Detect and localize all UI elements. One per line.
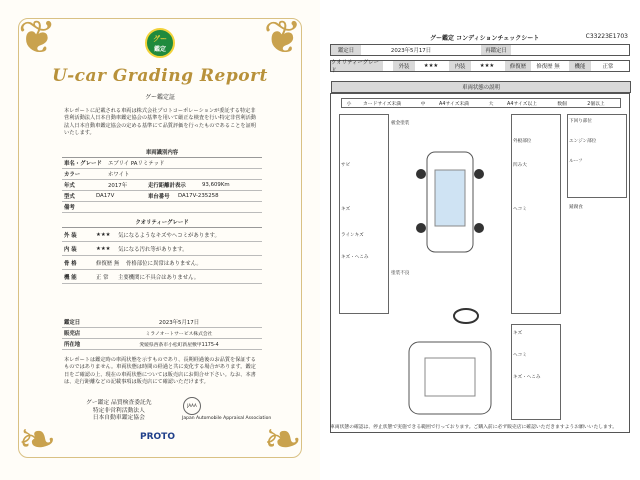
item-label: 内装	[449, 61, 471, 71]
grade-label: 外 装	[64, 232, 77, 239]
certificate-script-title: U-car Grading Report	[52, 66, 268, 86]
org-line: 特定非営利活動法人	[92, 407, 145, 414]
org-line: グー鑑定 品質検査委託先	[86, 400, 152, 406]
item-label: 外装	[393, 61, 415, 71]
steering-wheel-icon	[451, 306, 481, 326]
row-color	[62, 169, 262, 180]
row-remarks	[62, 202, 262, 213]
grade-rating: ★★★	[96, 245, 111, 252]
diagram-label: 板金塗装	[391, 121, 410, 126]
certificate-intro-text: 本レポートに記載される車両は株式会社プロトコーポレーションが委託する特定非営利活動法人日本自動車鑑定協会の基準を用いて厳正な検査を行い特定非営利活動法人日本自動車鑑定協会の定める基準にて品質評価を行ったものであることを証明いたします。	[64, 108, 256, 137]
grade-label: 内 装	[64, 246, 77, 253]
shop-value: ミラノオートサービス株式会社	[145, 331, 213, 337]
quality-row	[330, 60, 630, 72]
legend-desc: A4サイズ未満	[439, 101, 469, 107]
interior-panel-box	[511, 324, 561, 420]
jaaa-label: Japan Automobile Appraisal Association	[182, 416, 272, 421]
car-interior-view-icon	[395, 338, 505, 418]
name-label: 車名・グレード	[64, 161, 102, 167]
item-value: 正常	[602, 64, 614, 70]
appraisal-date-label: 鑑定日	[331, 45, 361, 55]
row-address	[62, 339, 262, 350]
diagram-label: キズ	[513, 331, 523, 336]
item-label: 修復歴	[505, 61, 531, 71]
color-label: カラー	[64, 172, 81, 178]
date-row	[330, 44, 630, 56]
year-value: 2017年	[108, 183, 128, 189]
row-date	[62, 317, 262, 328]
legend-desc: A4サイズ以上	[507, 101, 537, 107]
size-legend	[341, 98, 621, 108]
legend-size: 小	[346, 101, 352, 107]
goo-appraisal-badge-icon	[145, 28, 175, 58]
diagram-label: 錆腐食	[569, 205, 583, 210]
diagram-label: 凹み大	[513, 163, 527, 168]
diagram-label: 外板部位	[513, 139, 532, 144]
certificate-subtitle: グー鑑定証	[144, 94, 175, 101]
year-label: 年式	[64, 183, 75, 189]
org-line: 日本自動車鑑定協会	[92, 415, 145, 422]
diagram-label: キズ・へこみ	[341, 255, 369, 260]
item-value: 修復歴 無	[536, 64, 560, 70]
grade-row	[62, 228, 262, 242]
sheet-title: グー鑑定 コンディションチェックシート	[430, 35, 540, 42]
color-value: ホワイト	[108, 172, 130, 178]
grade-rating: 修復歴 無	[96, 260, 120, 267]
item-value: ★★★	[423, 63, 439, 69]
date-label: 鑑定日	[64, 320, 81, 326]
diagram-label: エンジン部位	[569, 139, 597, 144]
name-value: エブリイ PAリミテッド	[108, 161, 165, 167]
grade-label: 骨 格	[64, 260, 77, 267]
diagram-label: ルーフ	[569, 159, 583, 164]
row-year	[62, 180, 262, 191]
ornament-bottom-left-icon: ❧	[18, 412, 57, 466]
legend-panel-box	[567, 114, 627, 198]
chassis-label: 車台番号	[148, 194, 170, 200]
grade-row	[62, 242, 262, 256]
diagram-label: ヘコミ	[513, 207, 527, 212]
row-shop	[62, 328, 262, 339]
certificate-note: 本レポートは鑑定時の車両状態を示すものであり、長期経過後のお品質を保証するものではありません。車両状態は時間の経過と共に変化する場合があります。鑑定日をご確認の上、現在の車両状態については販売店にお問合せ下さい。なお、本書は、走行距離などの記載事項は販売店にて確認いただけます。	[64, 357, 256, 386]
car-top-view-icon	[395, 144, 505, 264]
quality-grade-title: クオリティーグレード	[62, 217, 262, 228]
model-label: 型式	[64, 194, 75, 200]
jaaa-logo-icon: JAAA	[183, 397, 201, 415]
sheet-code: C33223E1703	[585, 33, 628, 40]
badge-top-text: グー	[153, 34, 167, 43]
diagram-label: 塗装不良	[391, 271, 410, 276]
legend-size: 大	[488, 101, 494, 107]
section-title: 車両識別内容	[62, 147, 262, 158]
legend-desc: カードサイズ未満	[363, 101, 401, 107]
ornament-top-right-icon: ❦	[263, 10, 302, 64]
legend-size: 中	[420, 101, 426, 107]
appraisal-date-value: 2023年5月17日	[390, 48, 432, 54]
legend-size: 数個	[557, 101, 567, 107]
legend-desc: 2個以上	[587, 101, 605, 107]
address-value: 愛媛県西条市小松町新屋敷甲1175-4	[139, 342, 219, 348]
sheet-footer: 車両状態の確認は、停止状態で実施できる範囲で行っております。ご購入前に必ず販売店に確認いただきますようお願いいたします。	[330, 425, 618, 430]
grade-row	[62, 270, 262, 284]
organization-block	[86, 400, 152, 423]
row-model	[62, 191, 262, 202]
proto-logo: PROTO	[140, 432, 175, 442]
date-value: 2023年5月17日	[158, 320, 200, 326]
grade-desc: 気になるようなキズやヘコミがあります。	[118, 232, 220, 239]
diagram-label: サビ	[341, 163, 351, 168]
diagram-label: ラインキズ	[341, 233, 364, 238]
dealer-info-table	[62, 317, 262, 350]
condition-check-sheet	[320, 0, 640, 480]
address-label: 所在地	[64, 342, 81, 348]
grade-desc: 気になる汚れ等があります。	[118, 246, 188, 253]
vehicle-diagram-panel	[330, 85, 630, 433]
row-name	[62, 158, 262, 169]
grade-rating: 正 常	[96, 274, 109, 281]
grade-desc: 主要機関に不具合はありません。	[118, 274, 200, 281]
mileage-label: 走行距離計表示	[148, 183, 186, 189]
diagram-label: キズ・へこみ	[513, 375, 541, 380]
ornament-top-left-icon: ❦	[18, 10, 57, 64]
diagram-label: ヘコミ	[513, 353, 527, 358]
mileage-value: 93,609Km	[202, 182, 230, 188]
item-value: ★★★	[479, 63, 495, 69]
right-panel-box	[511, 114, 561, 314]
grade-desc: 骨格部位に異常はありません。	[126, 260, 202, 267]
shop-label: 販売店	[64, 331, 81, 337]
chassis-value: DA17V-235258	[178, 193, 219, 199]
item-label: 機能	[569, 61, 591, 71]
diagram-title: 車両状態の説明	[331, 81, 631, 93]
diagram-label: キズ	[341, 207, 351, 212]
quality-label: クオリティーグレード	[331, 61, 383, 71]
left-panel-box	[339, 114, 389, 314]
badge-bottom-text: 鑑定	[153, 45, 166, 53]
vehicle-identification-table	[62, 147, 262, 284]
remarks-label: 備考	[64, 205, 75, 211]
diagram-label: 下回り部位	[569, 119, 592, 124]
grade-rating: ★★★	[96, 231, 111, 238]
grade-label: 機 能	[64, 274, 77, 281]
reappraisal-label: 再鑑定日	[481, 45, 511, 55]
model-value: DA17V	[96, 193, 115, 199]
grade-row	[62, 256, 262, 270]
ornament-bottom-right-icon: ❧	[263, 412, 302, 466]
